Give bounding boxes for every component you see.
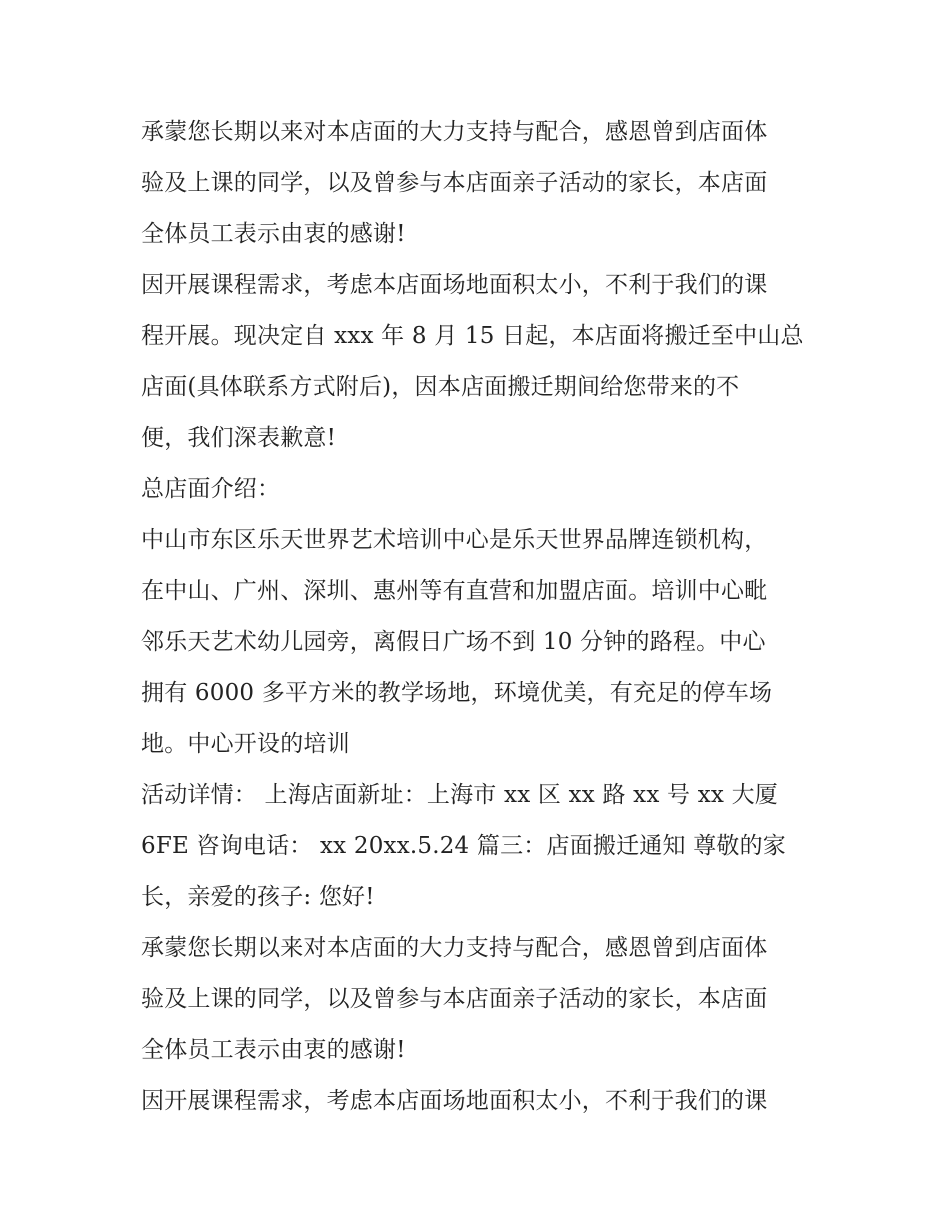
text-line: 验及上课的同学，以及曾参与本店面亲子活动的家长，本店面 <box>141 170 768 196</box>
text-line: 在中山、广州、深圳、惠州等有直营和加盟店面。培训中心毗 <box>141 578 768 604</box>
text-line: 验及上课的同学，以及曾参与本店面亲子活动的家长，本店面 <box>141 986 768 1012</box>
text-line: 承蒙您长期以来对本店面的大力支持与配合，感恩曾到店面体 <box>141 119 768 145</box>
text-line: 全体员工表示由衷的感谢! <box>141 1037 406 1063</box>
text-line: 总店面介绍： <box>141 476 281 502</box>
text-line: 因开展课程需求，考虑本店面场地面积太小，不利于我们的课 <box>141 272 768 298</box>
text-line: 中山市东区乐天世界艺术培训中心是乐天世界品牌连锁机构， <box>141 527 768 553</box>
text-line: 长，亲爱的孩子: 您好! <box>141 884 375 910</box>
text-line: 店面(具体联系方式附后)，因本店面搬迁期间给您带来的不 <box>141 374 740 400</box>
text-line: 便，我们深表歉意! <box>141 425 337 451</box>
text-line: 地。中心开设的培训 <box>141 731 350 757</box>
text-line: 拥有 6000 多平方米的教学场地，环境优美，有充足的停车场 <box>141 680 773 706</box>
document-body <box>141 107 821 1127</box>
text-line: 活动详情： 上海店面新址：上海市 xx 区 xx 路 xx 号 xx 大厦 <box>141 782 778 808</box>
text-line: 邻乐天艺术幼儿园旁，离假日广场不到 10 分钟的路程。中心 <box>141 629 766 655</box>
text-line: 因开展课程需求，考虑本店面场地面积太小，不利于我们的课 <box>141 1088 768 1114</box>
text-line: 程开展。现决定自 xxx 年 8 月 15 日起，本店面将搬迁至中山总 <box>141 323 804 349</box>
text-line: 全体员工表示由衷的感谢! <box>141 221 406 247</box>
text-line: 6FE 咨询电话： xx 20xx.5.24 篇三：店面搬迁通知 尊敬的家 <box>141 833 787 859</box>
text-line: 承蒙您长期以来对本店面的大力支持与配合，感恩曾到店面体 <box>141 935 768 961</box>
